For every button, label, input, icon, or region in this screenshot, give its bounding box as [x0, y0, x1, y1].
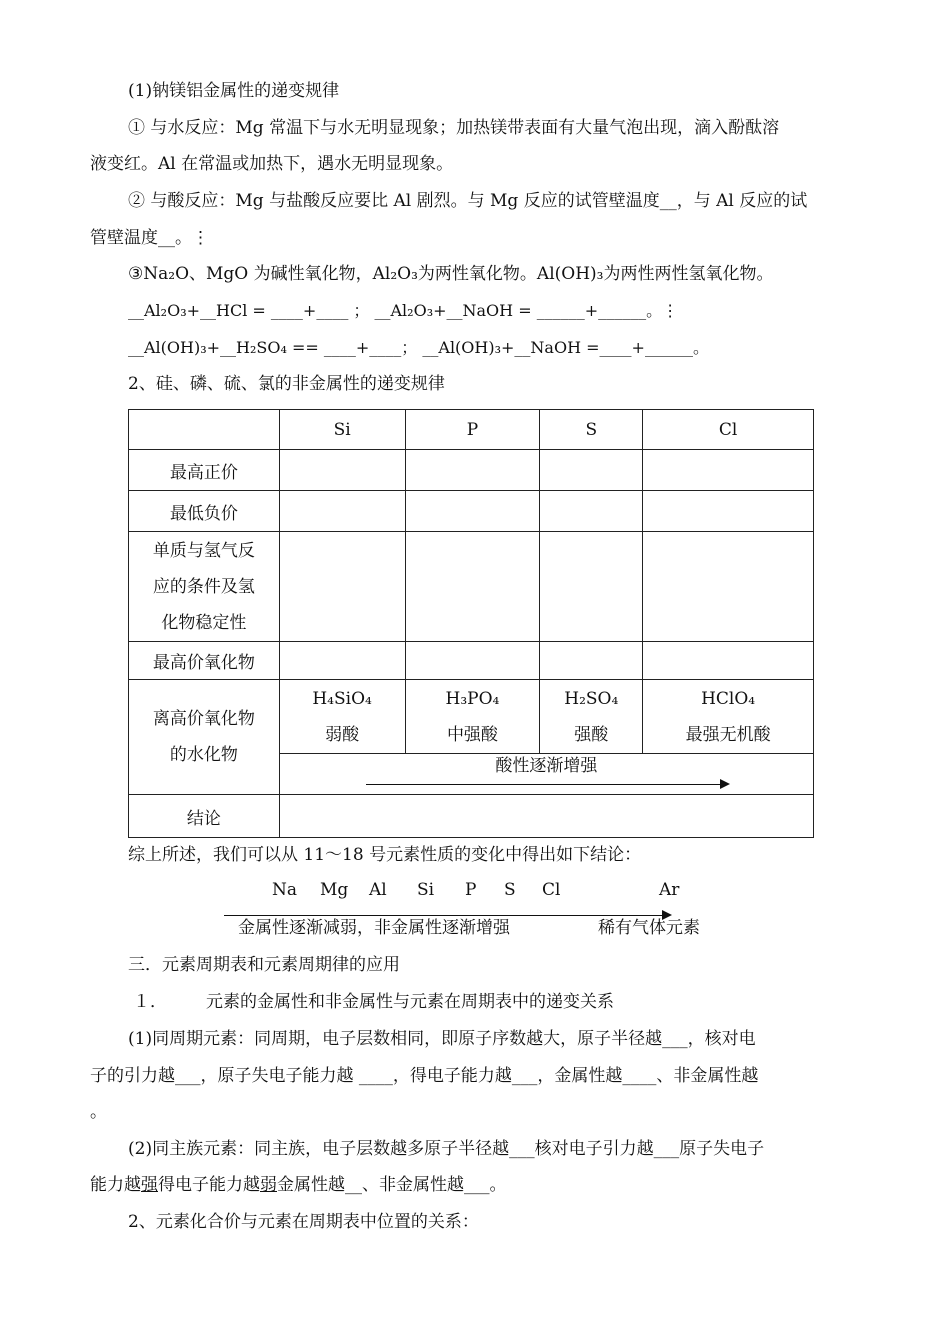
table-row-conclusion	[129, 795, 814, 838]
acid-formula: H₂SO₄	[564, 688, 619, 709]
equation-line2: __Al(OH)₃+__H₂SO₄ == ____+____； __Al(OH)₃+__NaOH =____+______。	[128, 338, 709, 357]
row-label-max-oxide: 最高价氧化物	[129, 642, 280, 680]
sub1-title: 元素的金属性和非金属性与元素在周期表中的递变关系	[206, 992, 614, 1012]
table-row-max-valence	[129, 450, 814, 491]
noble-gas-label: 稀有气体元素	[598, 918, 700, 938]
element-cl: Cl	[542, 880, 561, 900]
row-label-min-valence: 最低负价	[129, 491, 280, 532]
element-mg: Mg	[320, 880, 349, 900]
acid-trend-cell	[279, 754, 813, 795]
table-row-hydrate	[129, 680, 814, 754]
equation-line1: __Al₂O₃+__HCl = ____+____ ； __Al₂O₃+__NaOH = ______+______。⋮	[128, 301, 679, 320]
acid-cell-p	[405, 680, 540, 754]
acid-strength: 中强酸	[446, 724, 498, 745]
nonmetal-table	[128, 409, 814, 838]
acid-cell-si	[279, 680, 405, 754]
element-ar: Ar	[659, 880, 680, 900]
acid-cell-s	[540, 680, 643, 754]
sub2-title: 2、元素化合价与元素在周期表中位置的关系：	[128, 1212, 479, 1232]
same-period-line2: 子的引力越___，原子失电子能力越 ____，得电子能力越___，金属性越____、非金属性越	[90, 1066, 759, 1086]
row-label-conclusion: 结论	[129, 795, 280, 838]
table-header-empty	[129, 410, 280, 450]
heading-si-p-s-cl: 2、硅、磷、硫、氯的非金属性的递变规律	[128, 374, 445, 394]
element-s: S	[504, 880, 516, 900]
acid-trend-arrow-line	[366, 784, 722, 785]
acid-formula: H₄SiO₄	[312, 688, 372, 709]
same-group-line2: 能力越强得电子能力越弱金属性越__、非金属性越___。	[90, 1175, 507, 1195]
table-row-max-oxide	[129, 642, 814, 680]
acid-formula: H₃PO₄	[445, 688, 500, 709]
summary-intro: 综上所述，我们可以从 11～18 号元素性质的变化中得出如下结论：	[128, 845, 642, 865]
section3-title: 三．元素周期表和元素周期律的应用	[128, 955, 400, 975]
same-period-line1: (1)同周期元素：同周期，电子层数相同，即原子序数越大，原子半径越___，核对电	[128, 1029, 756, 1049]
element-na: Na	[272, 880, 298, 900]
heading-na-mg-al: (1)钠镁铝金属性的递变规律	[128, 81, 340, 101]
table-header-p: P	[405, 410, 540, 450]
table-header-s: S	[540, 410, 643, 450]
row-label-hydrogen-reaction: 单质与氢气反 应的条件及氢 化物稳定性	[129, 532, 280, 642]
element-al: Al	[369, 880, 387, 900]
table-header-cl: Cl	[643, 410, 814, 450]
same-group-line1: (2)同主族元素：同主族，电子层数越多原子半径越___核对电子引力越___原子失电子	[128, 1139, 765, 1159]
oxide-line: ③Na₂O、MgO 为碱性氧化物，Al₂O₃为两性氧化物。Al(OH)₃为两性两性氢氧化物。	[128, 264, 774, 284]
acid-strength: 弱酸	[325, 724, 360, 745]
table-row-min-valence	[129, 491, 814, 532]
same-period-line3: 。	[90, 1102, 107, 1122]
acid-cell-cl	[643, 680, 814, 754]
table-row-hydrogen-reaction	[129, 532, 814, 642]
acid-formula: HClO₄	[701, 688, 756, 709]
table-header-si: Si	[279, 410, 405, 450]
acid-trend-arrow-head	[720, 779, 730, 789]
acid-reaction-line1: ② 与酸反应：Mg 与盐酸反应要比 Al 剧烈。与 Mg 反应的试管壁温度__，与 Al 反应的试	[128, 191, 808, 211]
acid-strength: 强酸	[574, 724, 609, 745]
element-p: P	[465, 880, 477, 900]
sub1-number: １．	[133, 992, 167, 1012]
element-si: Si	[417, 880, 435, 900]
acid-trend-label: 酸性逐渐增强	[495, 756, 598, 776]
table-header-row	[129, 410, 814, 450]
period-trend-label: 金属性逐渐减弱，非金属性逐渐增强	[238, 918, 510, 938]
row-label-max-valence: 最高正价	[129, 450, 280, 491]
water-reaction-line2: 液变红。Al 在常温或加热下，遇水无明显现象。	[90, 154, 454, 174]
acid-reaction-line2: 管壁温度__。⋮	[90, 228, 209, 248]
water-reaction-line1: ① 与水反应：Mg 常温下与水无明显现象；加热镁带表面有大量气泡出现，滴入酚酞溶	[128, 118, 780, 138]
row-label-hydrate: 离高价氧化物 的水化物	[129, 680, 280, 795]
acid-strength: 最强无机酸	[685, 724, 771, 745]
